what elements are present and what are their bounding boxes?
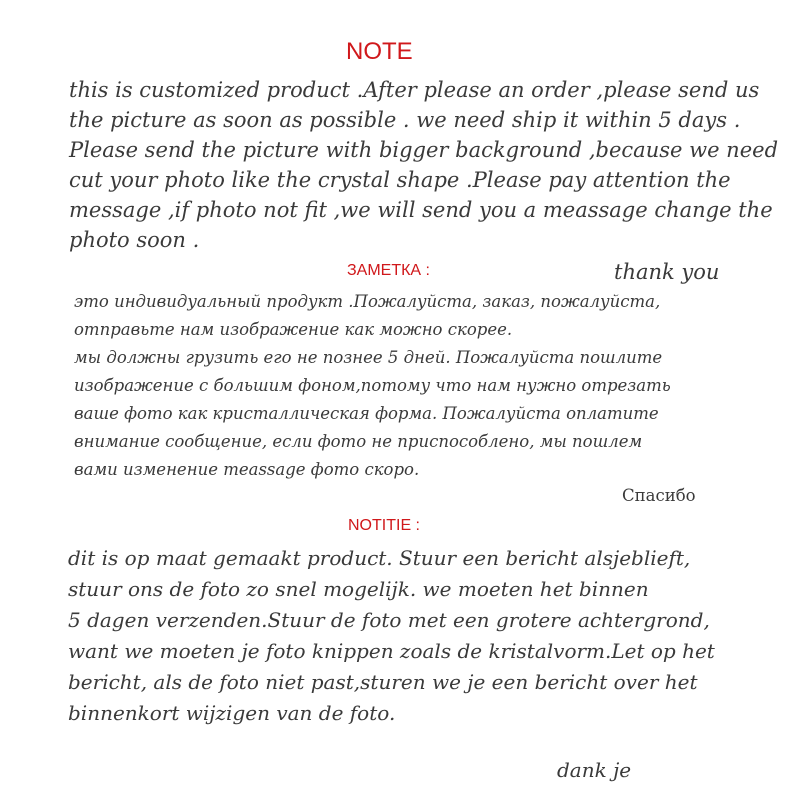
dutch-line-4: want we moeten je foto knippen zoals de kristalvorm.Let op het (68, 639, 715, 663)
english-line-4: cut your photo like the crystal shape .Please pay attention the (69, 168, 731, 192)
english-line-6: photo soon . (69, 228, 200, 252)
dutch-heading: NOTITIE : (348, 517, 420, 534)
dutch-line-3: 5 dagen verzenden.Stuur de foto met een grotere achtergrond, (68, 608, 710, 632)
english-heading: NOTE (346, 38, 413, 65)
dutch-signoff: dank je (557, 758, 632, 782)
russian-heading: ЗАМЕТКА : (347, 262, 430, 279)
russian-line-1: это индивидуальный продукт .Пожалуйста, заказ, пожалуйста, (74, 292, 661, 311)
dutch-line-1: dit is op maat gemaakt product. Stuur een bericht alsjeblieft, (68, 546, 691, 570)
english-signoff: thank you (614, 260, 720, 284)
english-line-3: Please send the picture with bigger background ,because we need (69, 138, 779, 162)
russian-line-5: ваше фото как кристаллическая форма. Пожалуйста оплатите (74, 404, 659, 423)
russian-line-3: мы должны грузить его не познее 5 дней. Пожалуйста пошлите (74, 348, 663, 367)
russian-line-4: изображение с большим фоном,потому что нам нужно отрезать (74, 376, 671, 395)
dutch-line-5: bericht, als de foto niet past,sturen we je een bericht over het (68, 670, 698, 694)
english-line-2: the picture as soon as possible . we need ship it within 5 days . (69, 108, 741, 132)
russian-line-7: вами изменение meassage фото скоро. (74, 460, 420, 479)
english-line-5: message ,if photo not fit ,we will send you a meassage change the (69, 198, 773, 222)
russian-line-2: отправьте нам изображение как можно скорее. (74, 320, 513, 339)
russian-line-6: внимание сообщение, если фото не приспособлено, мы пошлем (74, 432, 643, 451)
dutch-line-6: binnenkort wijzigen van de foto. (68, 701, 396, 725)
english-line-1: this is customized product .After please an order ,please send us (69, 78, 760, 102)
dutch-line-2: stuur ons de foto zo snel mogelijk. we moeten het binnen (68, 577, 649, 601)
russian-signoff: Спасибо (622, 486, 696, 505)
